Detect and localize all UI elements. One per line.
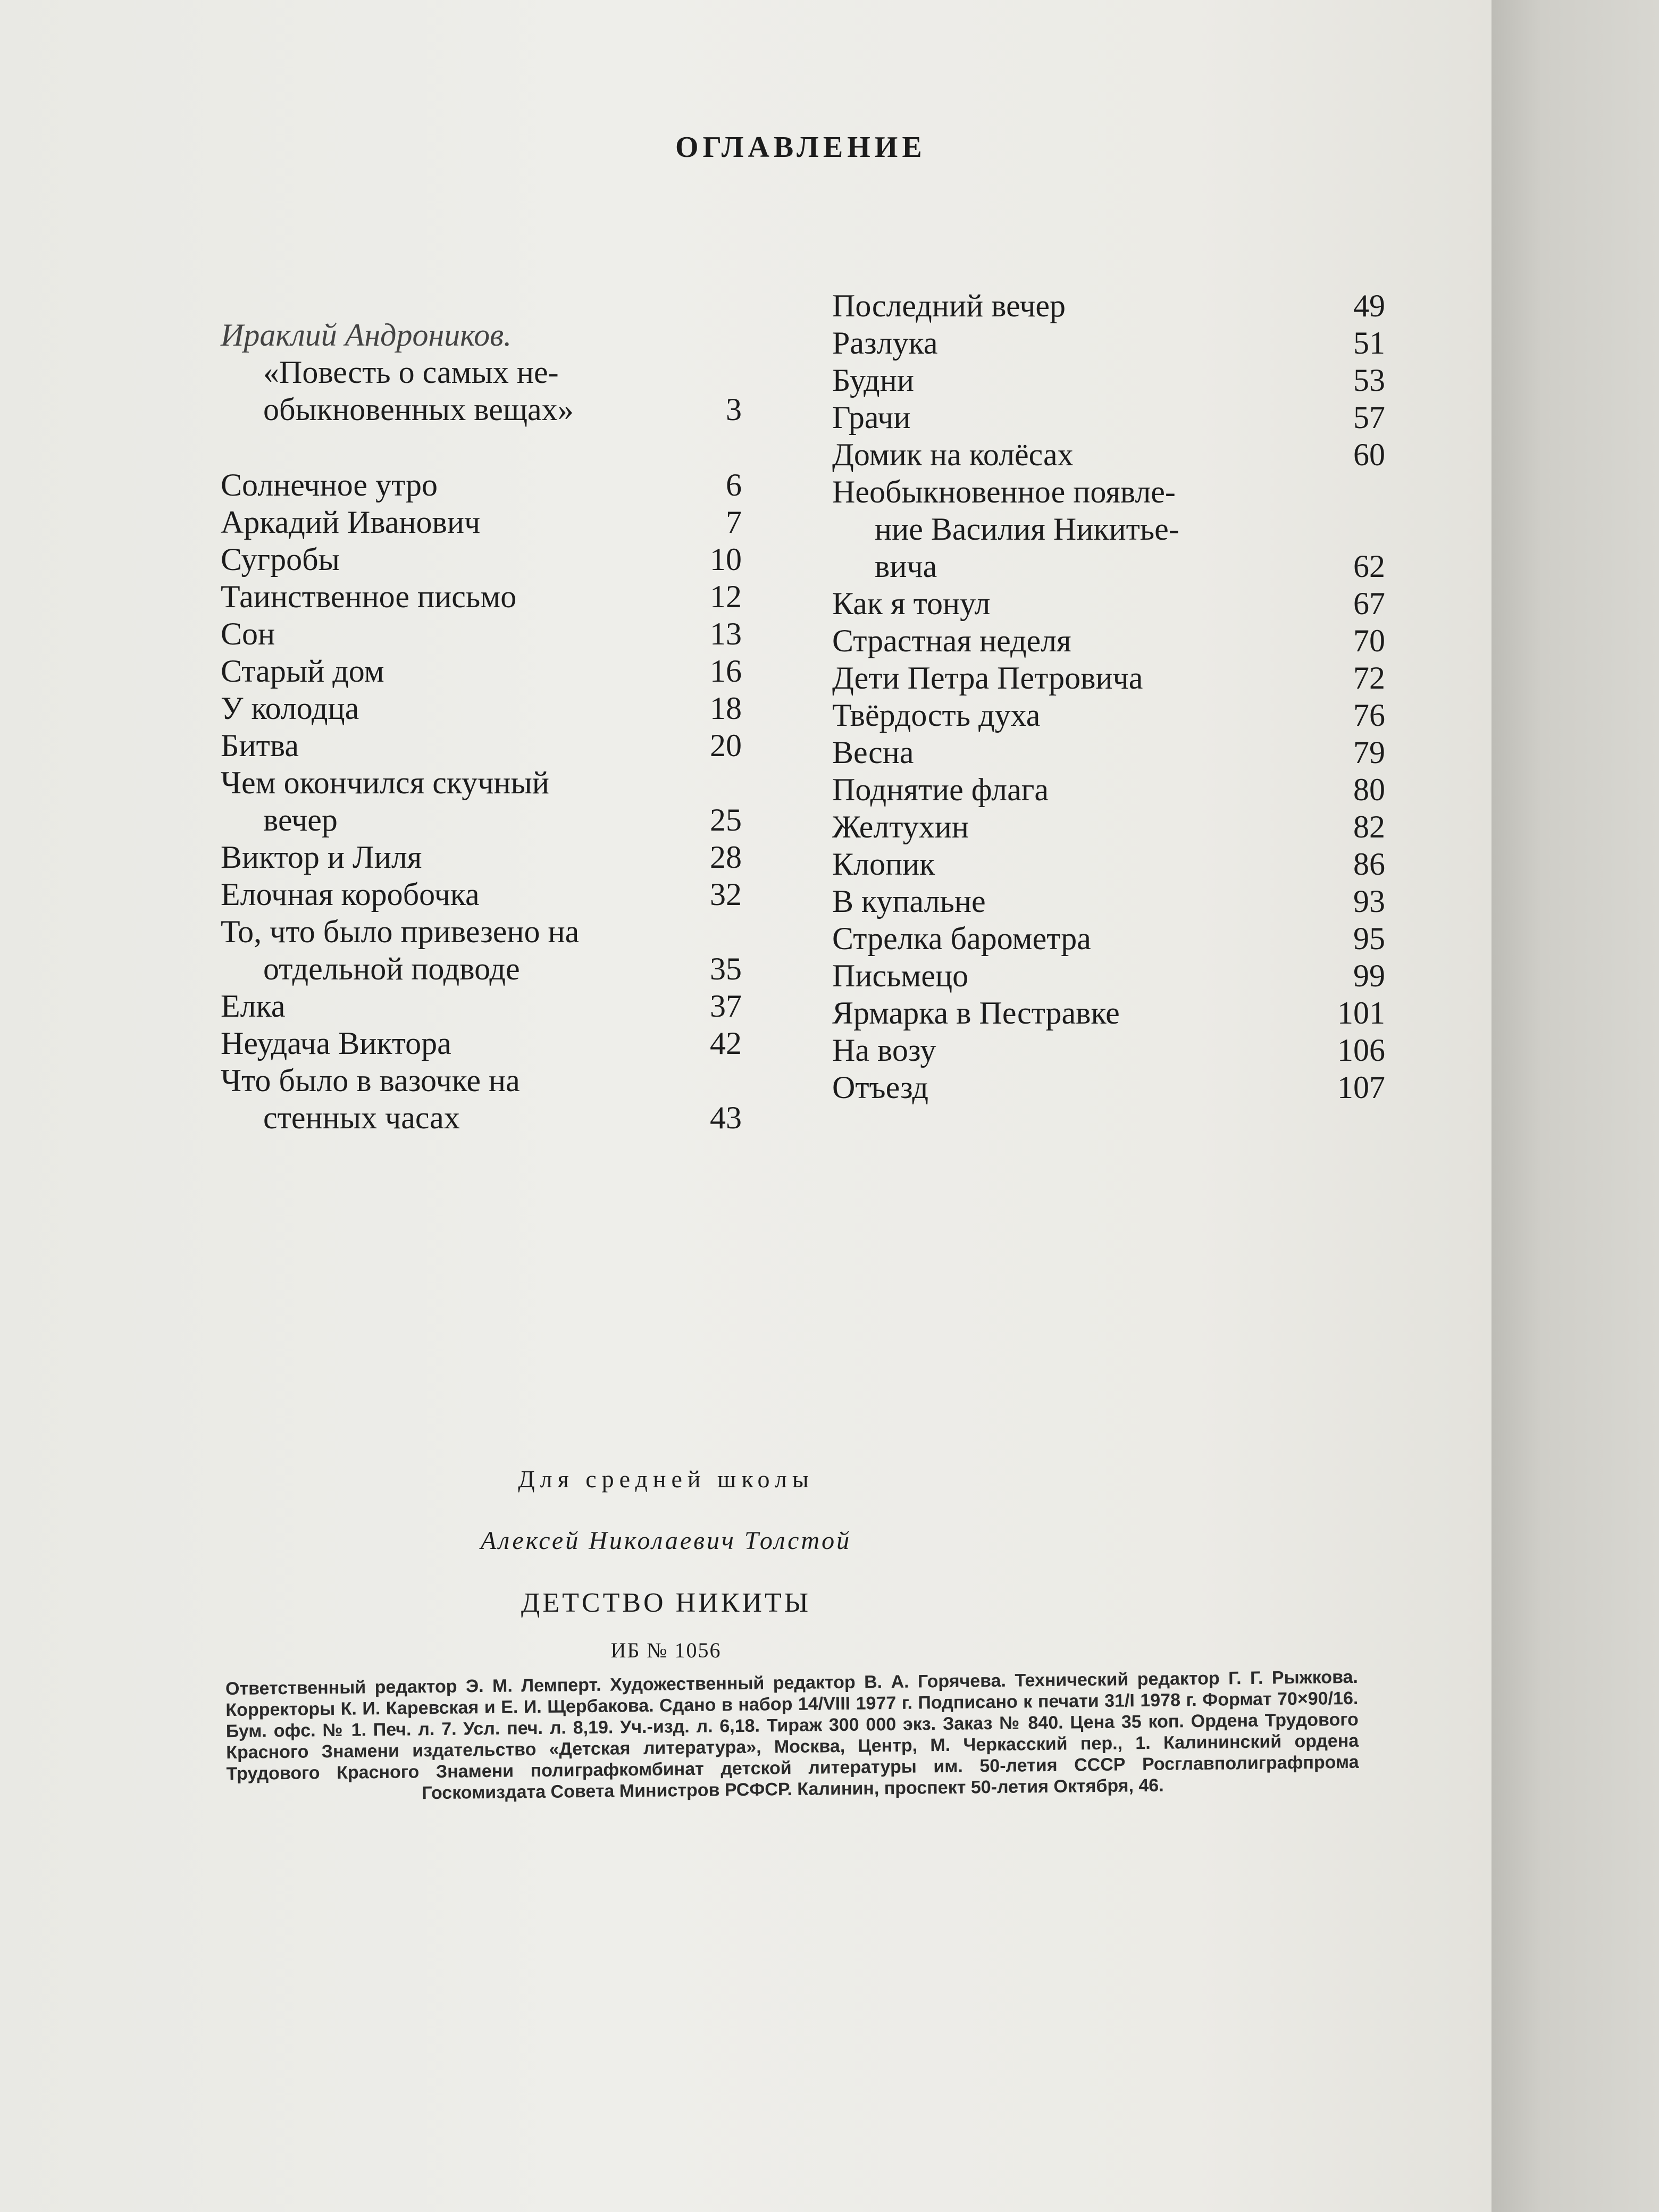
toc-entry-title: Неудача Виктора xyxy=(221,1026,451,1061)
toc-entry-title: Битва xyxy=(221,728,299,763)
toc-entry-title: вича xyxy=(875,549,937,584)
toc-entry-title: Желтухин xyxy=(832,809,969,844)
toc-entry-page-number: 25 xyxy=(710,802,742,837)
toc-entry[interactable] xyxy=(221,615,742,652)
toc-entry[interactable] xyxy=(832,362,1385,399)
toc-entry-title: Что было в вазочке на xyxy=(221,1063,520,1098)
toc-entry-page-number: 79 xyxy=(1353,735,1385,770)
toc-entry-title: Елочная коробочка xyxy=(221,877,480,912)
toc-entry-title: Будни xyxy=(832,363,914,398)
toc-entry-page-number: 95 xyxy=(1353,921,1385,956)
toc-entry[interactable] xyxy=(832,1032,1385,1069)
toc-entry[interactable] xyxy=(221,504,742,541)
toc-entry-page-number: 76 xyxy=(1353,698,1385,733)
toc-entry-page-number: 16 xyxy=(710,653,742,689)
ib-number: ИБ № 1056 xyxy=(610,1638,722,1662)
toc-entry[interactable] xyxy=(832,659,1385,697)
toc-entry-title: Елка xyxy=(221,988,286,1024)
toc-entry-title: Как я тонул xyxy=(832,586,991,621)
toc-entry-page-number: 82 xyxy=(1353,809,1385,844)
toc-entry-page-number: 93 xyxy=(1353,884,1385,919)
toc-entry-title: Солнечное утро xyxy=(221,467,438,502)
toc-entry[interactable] xyxy=(832,324,1385,362)
toc-entry-title: Ярмарка в Пестравке xyxy=(832,995,1120,1030)
toc-entry[interactable] xyxy=(832,287,1385,324)
toc-entry-page-number: 67 xyxy=(1353,586,1385,621)
toc-entry-title: Старый дом xyxy=(221,653,384,689)
toc-entry[interactable] xyxy=(221,578,742,615)
toc-entry[interactable] xyxy=(832,771,1385,808)
toc-entry-title: Страстная неделя xyxy=(832,623,1071,658)
toc-entry-title: вечер xyxy=(263,802,338,837)
toc-entry-page-number: 86 xyxy=(1353,847,1385,882)
toc-right-list xyxy=(832,287,1385,1106)
toc-entry-page-number: 6 xyxy=(726,467,742,502)
toc-entry[interactable] xyxy=(221,652,742,690)
toc-entry-page-number: 12 xyxy=(710,579,742,614)
toc-entry-title: Клопик xyxy=(832,847,935,882)
preface-author: Ираклий Андроников. xyxy=(221,317,512,353)
toc-entry-page-number: 35 xyxy=(710,951,742,986)
toc-entry[interactable] xyxy=(832,994,1385,1032)
toc-entry-page-number: 62 xyxy=(1353,549,1385,584)
toc-entry-page-number: 18 xyxy=(710,691,742,726)
toc-entry-page-number: 43 xyxy=(710,1100,742,1135)
toc-entry-title: отдельной подводе xyxy=(263,951,520,986)
toc-entry[interactable] xyxy=(221,541,742,578)
toc-entry[interactable] xyxy=(832,399,1385,436)
toc-entry[interactable] xyxy=(832,920,1385,957)
toc-entry-page-number: 70 xyxy=(1353,623,1385,658)
toc-entry-page-number: 13 xyxy=(710,616,742,651)
toc-entry[interactable] xyxy=(221,1062,742,1136)
toc-entry-page-number: 53 xyxy=(1353,363,1385,398)
toc-entry[interactable] xyxy=(221,690,742,727)
toc-entry-page-number: 7 xyxy=(726,505,742,540)
toc-left-column xyxy=(221,316,742,1136)
toc-entry[interactable] xyxy=(221,466,742,504)
toc-entry-title: Стрелка барометра xyxy=(832,921,1091,956)
toc-entry-page-number: 106 xyxy=(1337,1033,1385,1068)
toc-entry-page-number: 60 xyxy=(1353,437,1385,472)
toc-entry-title: Письмецо xyxy=(832,958,969,993)
toc-entry[interactable] xyxy=(832,473,1385,585)
toc-entry-title: Чем окончился скучный xyxy=(221,765,549,800)
toc-entry[interactable] xyxy=(221,987,742,1025)
toc-entry-title: Последний вечер xyxy=(832,288,1066,323)
toc-entry-title: Аркадий Иванович xyxy=(221,505,481,540)
colophon: Ответственный редактор Э. М. Лемперт. Художественный редактор В. А. Горячева. Технический редактор Г. Г. Рыжкова. Корректоры К. И. Каревская и Е. И. Щербакова. Сдано в набор 14/VIII 1977 г. Подписано к печати 31/I 1978 г. Формат 70×90/16. Бум. офс. № 1. Печ. л. 7. Усл. печ. л. 8,19. Уч.-изд. л. 6,18. Тираж 300 000 экз. Заказ № 840. Цена 35 коп. Ордена Трудового Красного Знамени издательство «Детская литература», Москва, Центр, М. Черкасский пер., 1. Калининский ордена Трудового Красного Знамени полиграфкомбинат детской литературы им. 50-летия СССР Росглавполиграфпрома Госкомиздата Совета Министров РСФСР. Калинин, проспект 50-летия Октября, 46. xyxy=(225,1666,1359,1804)
toc-entry-title: Виктор и Лиля xyxy=(221,840,422,875)
toc-entry[interactable] xyxy=(832,957,1385,994)
contents-heading: ОГЛАВЛЕНИЕ xyxy=(675,131,926,164)
adjacent-page-edge xyxy=(1492,0,1659,2212)
toc-entry-title: стенных часах xyxy=(263,1100,460,1135)
toc-entry-page-number: 32 xyxy=(710,877,742,912)
toc-entry-title: На возу xyxy=(832,1033,936,1068)
toc-entry[interactable] xyxy=(832,585,1385,622)
toc-entry-title: Весна xyxy=(832,735,914,770)
toc-entry-title: Отъезд xyxy=(832,1070,929,1105)
toc-entry[interactable] xyxy=(221,876,742,913)
toc-entry-title: У колодца xyxy=(221,691,359,726)
preface-title-line-2: обыкновенных вещах» xyxy=(263,392,574,427)
toc-entry-title: Разлука xyxy=(832,325,938,361)
toc-entry-title: ние Василия Никитье- xyxy=(875,512,1179,547)
toc-entry[interactable] xyxy=(832,436,1385,473)
book-title: ДЕТСТВО НИКИТЫ xyxy=(521,1588,811,1618)
toc-entry-page-number: 72 xyxy=(1353,660,1385,696)
toc-entry-title: Дети Петра Петровича xyxy=(832,660,1143,696)
toc-entry-page-number: 20 xyxy=(710,728,742,763)
toc-entry[interactable] xyxy=(832,697,1385,734)
book-author: Алексей Николаевич Толстой xyxy=(480,1527,852,1555)
toc-entry[interactable] xyxy=(221,1025,742,1062)
toc-entry-page-number: 57 xyxy=(1353,400,1385,435)
toc-entry-page-number: 107 xyxy=(1337,1070,1385,1105)
toc-entry-title: Необыкновенное появле- xyxy=(832,474,1176,509)
toc-entry[interactable] xyxy=(832,1069,1385,1106)
toc-entry-title: Сугробы xyxy=(221,542,340,577)
toc-entry-page-number: 101 xyxy=(1337,995,1385,1030)
toc-entry-page-number: 49 xyxy=(1353,288,1385,323)
toc-entry-page-number: 37 xyxy=(710,988,742,1024)
toc-entry[interactable] xyxy=(832,883,1385,920)
toc-left-list xyxy=(221,466,742,1136)
toc-entry[interactable] xyxy=(832,622,1385,659)
toc-entry-page-number: 51 xyxy=(1353,325,1385,361)
toc-entry-title: Поднятие флага xyxy=(832,772,1049,807)
preface-page-number: 3 xyxy=(726,392,742,427)
toc-entry-title: Домик на колёсах xyxy=(832,437,1074,472)
toc-entry-page-number: 28 xyxy=(710,840,742,875)
toc-entry-title: Твёрдость духа xyxy=(832,698,1041,733)
toc-entry-page-number: 42 xyxy=(710,1026,742,1061)
toc-entry-title: В купальне xyxy=(832,884,986,919)
toc-entry-title: Таинственное письмо xyxy=(221,579,517,614)
toc-entry-title: Грачи xyxy=(832,400,911,435)
toc-entry[interactable] xyxy=(221,764,742,839)
toc-entry-title: Сон xyxy=(221,616,275,651)
toc-entry[interactable] xyxy=(832,808,1385,845)
toc-entry[interactable] xyxy=(832,734,1385,771)
toc-entry-title: То, что было привезено на xyxy=(221,914,580,949)
toc-entry[interactable] xyxy=(221,913,742,987)
toc-entry[interactable] xyxy=(221,727,742,764)
toc-entry[interactable] xyxy=(832,845,1385,883)
preface-title-line-1: «Повесть о самых не- xyxy=(263,355,559,390)
toc-entry-preface[interactable] xyxy=(221,316,742,428)
toc-right-column xyxy=(832,287,1385,1106)
toc-entry-page-number: 80 xyxy=(1353,772,1385,807)
toc-entry-page-number: 10 xyxy=(710,542,742,577)
toc-entry[interactable] xyxy=(221,839,742,876)
audience-label: Для средней школы xyxy=(518,1465,814,1493)
toc-entry-page-number: 99 xyxy=(1353,958,1385,993)
